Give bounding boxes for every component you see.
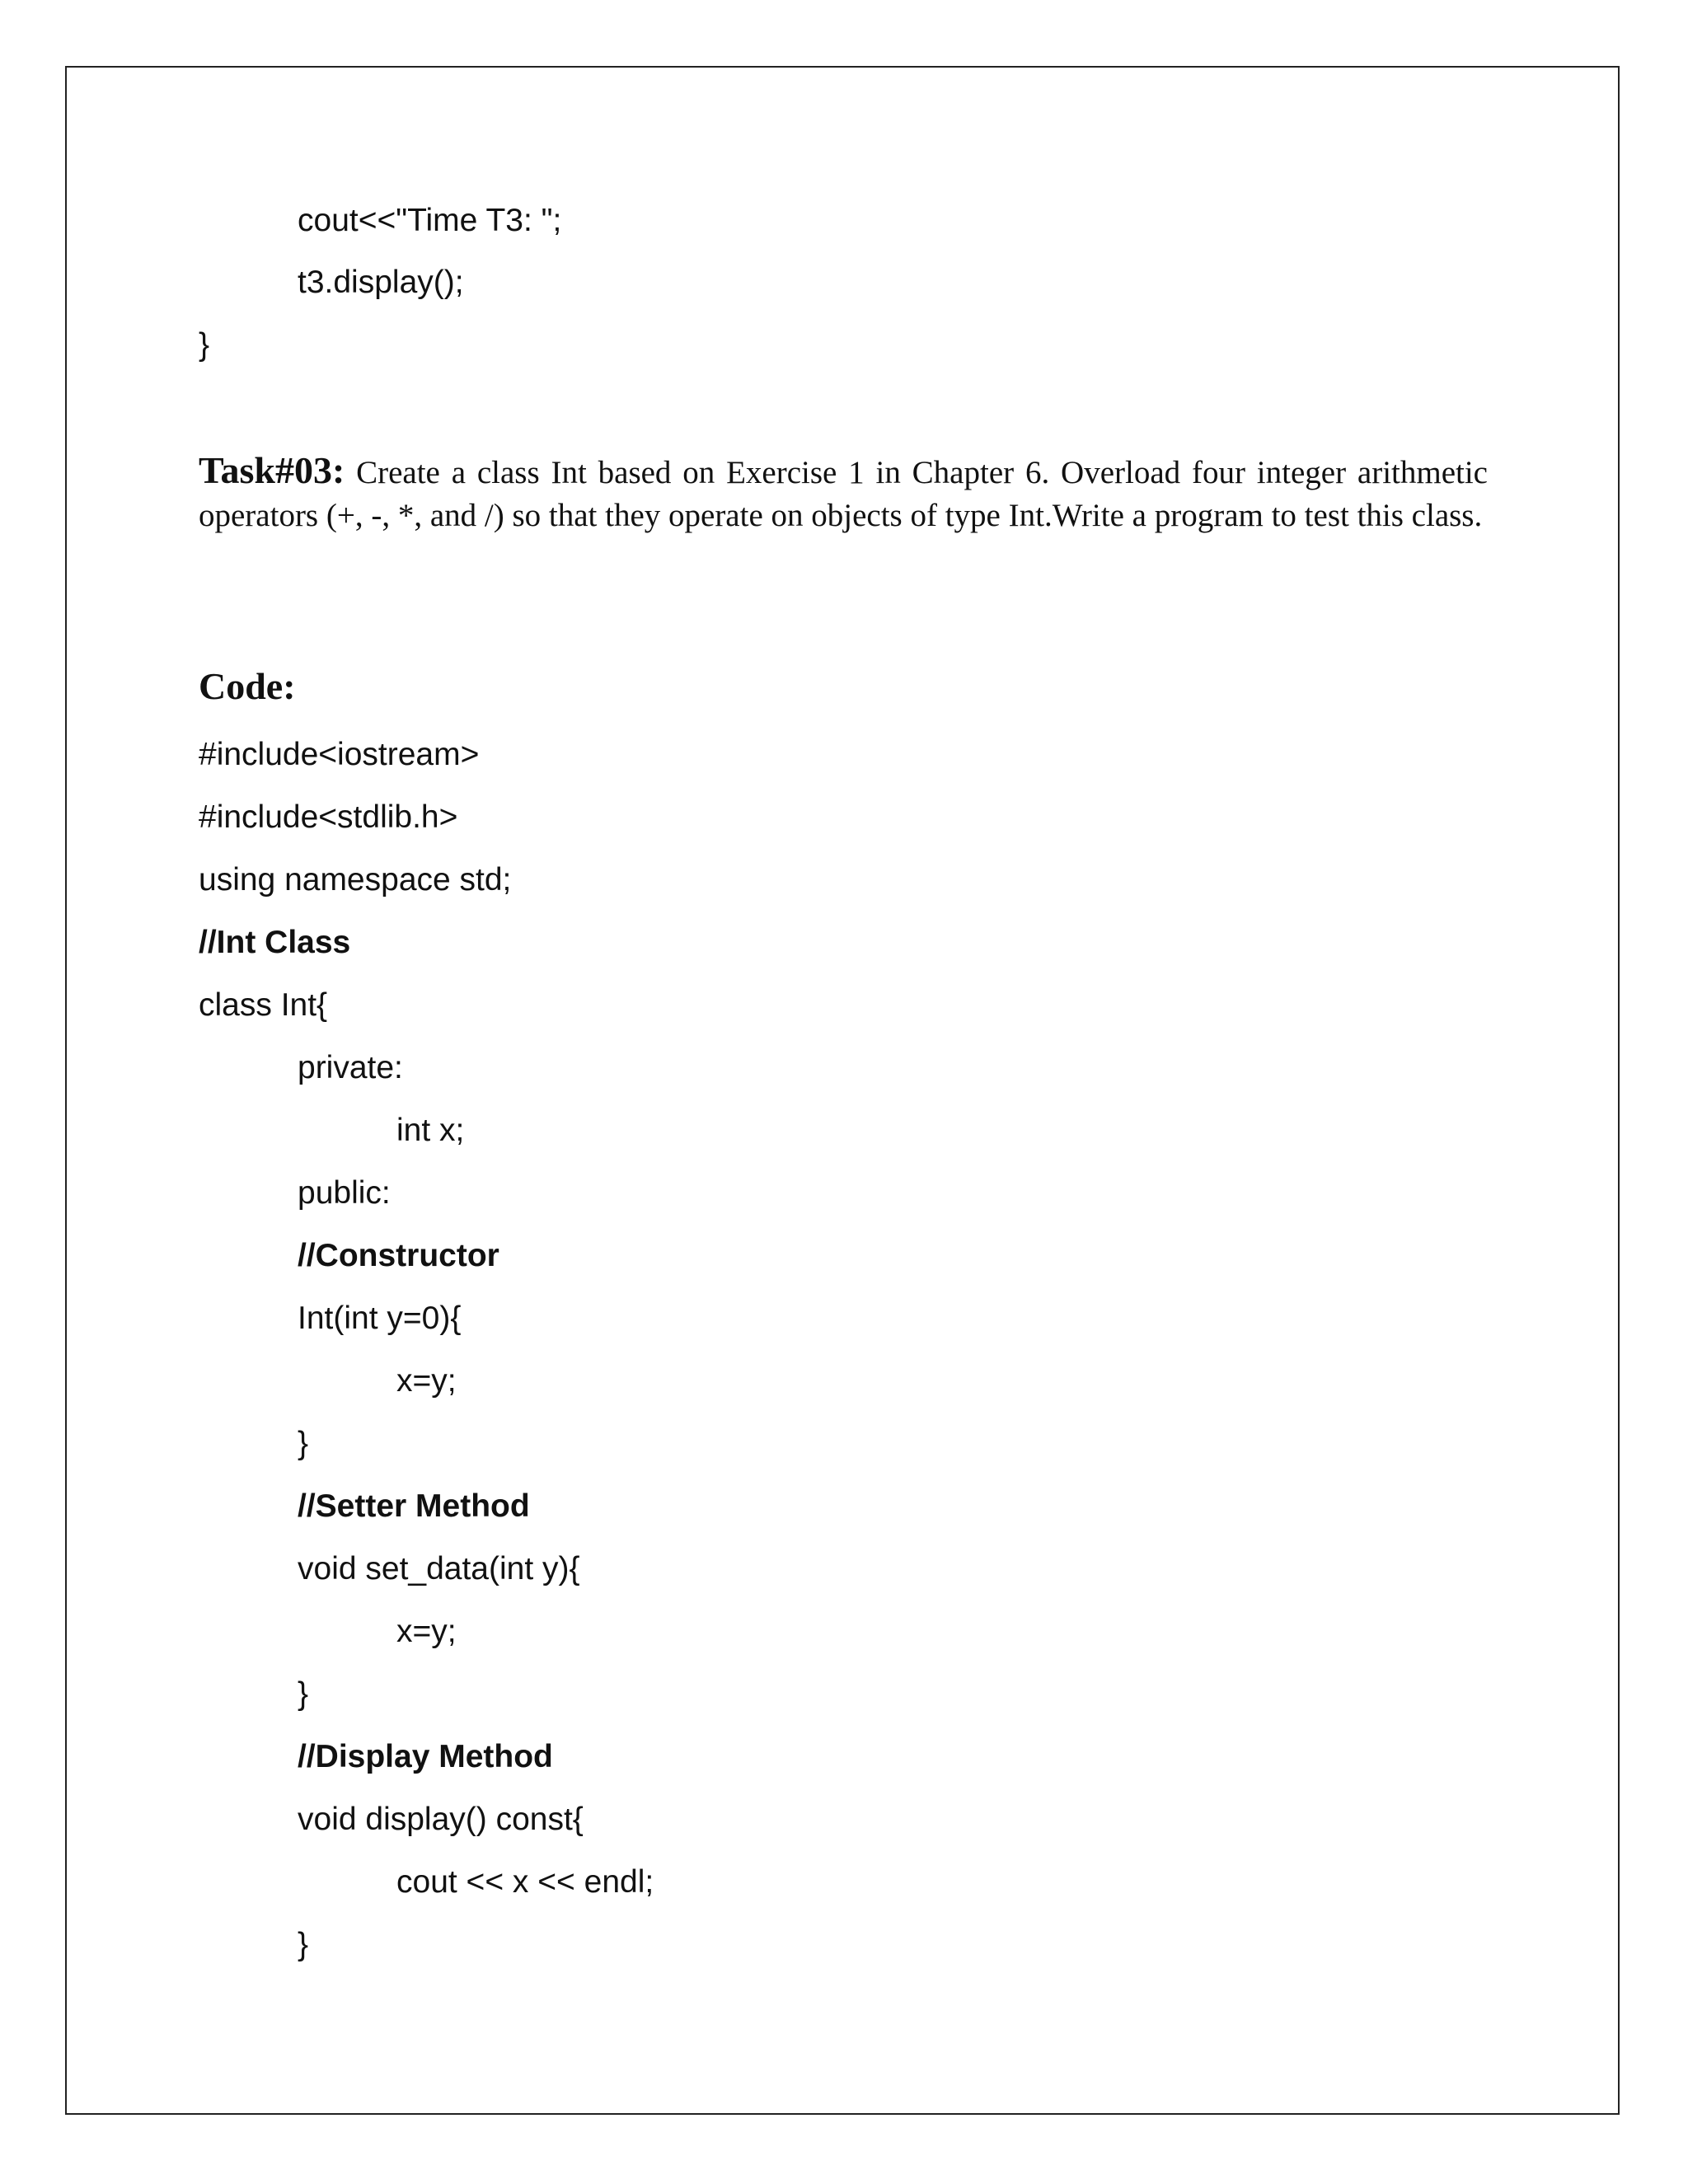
- code-line: }: [298, 1676, 309, 1712]
- code-line: }: [298, 1426, 309, 1461]
- code-line: int x;: [396, 1113, 465, 1148]
- code-line: }: [298, 1927, 309, 1962]
- task-paragraph: [199, 449, 1488, 537]
- code-line: cout << x << endl;: [396, 1864, 654, 1900]
- code-heading: Code:: [199, 665, 296, 707]
- code-line: void display() const{: [298, 1802, 584, 1837]
- code-line: x=y;: [396, 1363, 457, 1399]
- code-line: private:: [298, 1050, 403, 1085]
- code-line: void set_data(int y){: [298, 1551, 580, 1586]
- code-line-top-3: }: [199, 327, 210, 363]
- code-line: #include<iostream>: [199, 737, 480, 772]
- code-line-top-2: t3.display();: [298, 265, 464, 300]
- code-comment: //Int Class: [199, 925, 351, 960]
- code-line: x=y;: [396, 1614, 457, 1649]
- code-comment: //Setter Method: [298, 1488, 530, 1524]
- code-line: Int(int y=0){: [298, 1301, 462, 1336]
- task-label: Task#03:: [199, 449, 345, 491]
- code-line: using namespace std;: [199, 862, 512, 898]
- code-comment: //Display Method: [298, 1739, 553, 1774]
- code-comment: //Constructor: [298, 1238, 499, 1273]
- code-line: #include<stdlib.h>: [199, 799, 458, 835]
- code-line: public:: [298, 1175, 391, 1211]
- code-line-top-1: cout<<"Time T3: ";: [298, 203, 562, 238]
- code-line: class Int{: [199, 987, 328, 1023]
- task-text: Create a class Int based on Exercise 1 in Chapter 6. Overload four integer arithmetic operators (+, -, *, and /) so that they operate on objects of type Int.Write a program to test this class.: [199, 455, 1488, 533]
